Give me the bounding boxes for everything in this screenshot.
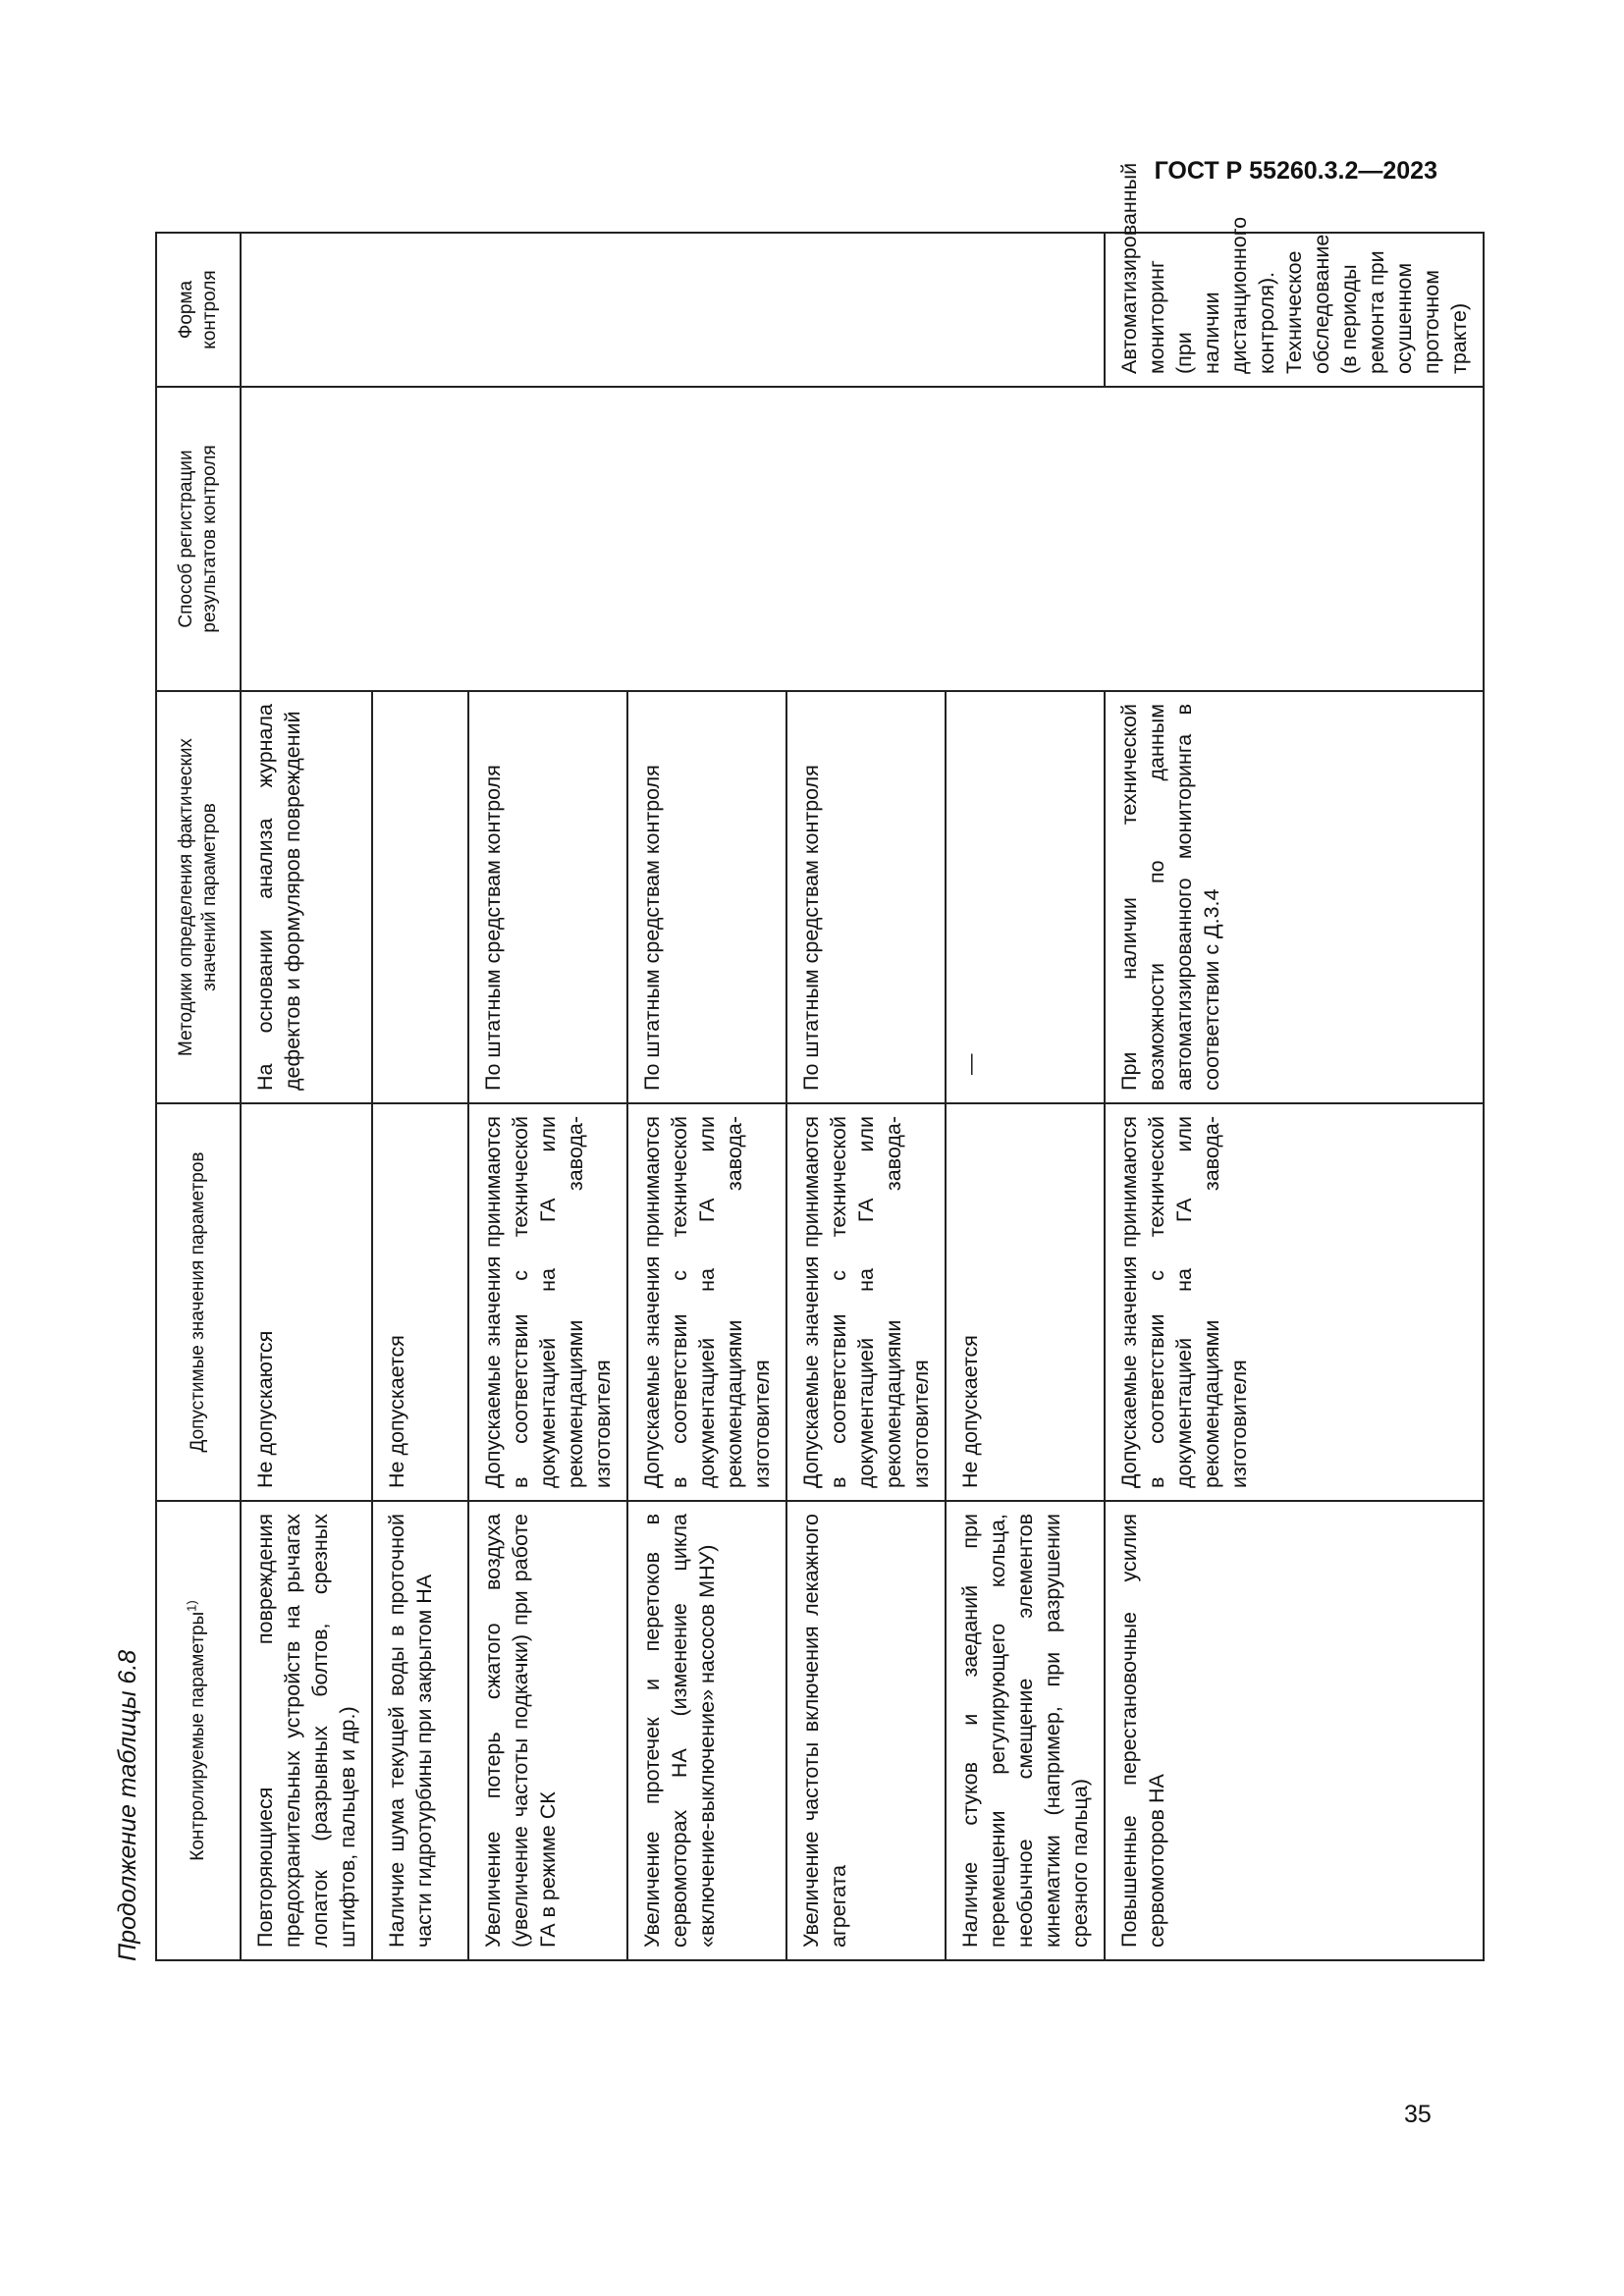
cell-param: Наличие стуков и заеданий при перемещении регулирующего кольца, необычное смещение элементов кинематики (например, при разрушении срезного пальца) bbox=[946, 1501, 1105, 1960]
cell-method: При наличии технической возможности по данным автоматизированного мониторинга в соответствии с Д.3.4 bbox=[1105, 691, 1484, 1103]
footnote-marker: 1) bbox=[184, 1600, 199, 1612]
cell-allowed: Не допускаются bbox=[241, 1103, 372, 1501]
cell-allowed: Не допускается bbox=[946, 1103, 1105, 1501]
document-id: ГОСТ Р 55260.3.2—2023 bbox=[1154, 157, 1437, 185]
cell-control-form bbox=[241, 233, 1105, 387]
table-caption: Продолжение таблицы 6.8 bbox=[114, 1649, 141, 1961]
cell-param: Увеличение частоты включения лекажного агрегата bbox=[786, 1501, 946, 1960]
cell-control-form: Автоматизированный мониторинг (при наличии дистанционного контроля). Техническое обследование (в периоды ремонта при осушенном проточном тракте) bbox=[1105, 233, 1484, 387]
col-header-params: Контролируемые параметры$^{1)}$ bbox=[156, 1501, 241, 1960]
page-number: 35 bbox=[1404, 2101, 1432, 2128]
cell-method: По штатным средствам контроля bbox=[786, 691, 946, 1103]
col-header-registration: Способ регистрации результатов контроля bbox=[156, 387, 241, 691]
col-header-method: Методики определения фактических значений параметров bbox=[156, 691, 241, 1103]
col-header-allowed: Допустимые значения параметров bbox=[156, 1103, 241, 1501]
cell-allowed: Допускаемые значения принимаются в соответствии с технической документацией на ГА или рекомендациями завода-изготовителя bbox=[786, 1103, 946, 1501]
cell-method bbox=[372, 691, 468, 1103]
cell-param: Наличие шума текущей воды в проточной части гидротурбины при закрытом НА bbox=[372, 1501, 468, 1960]
cell-registration bbox=[241, 387, 1484, 691]
cell-method: На основании анализа журнала дефектов и формуляров повреждений bbox=[241, 691, 372, 1103]
cell-param: Увеличение потерь сжатого воздуха (увеличение частоты подкачки) при работе ГА в режиме СК bbox=[468, 1501, 627, 1960]
cell-method: По штатным средствам контроля bbox=[627, 691, 786, 1103]
col-header-control-form: Форма контроля bbox=[156, 233, 241, 387]
table-row bbox=[241, 233, 372, 1960]
cell-method: — bbox=[946, 691, 1105, 1103]
cell-param: Повышенные перестановочные усилия сервомоторов НА bbox=[1105, 1501, 1484, 1960]
table-header-row bbox=[156, 233, 241, 1960]
cell-allowed: Не допускается bbox=[372, 1103, 468, 1501]
cell-allowed: Допускаемые значения принимаются в соответствии с технической документацией на ГА или рекомендациями завода-изготовителя bbox=[468, 1103, 627, 1501]
cell-allowed: Допускаемые значения принимаются в соответствии с технической документацией на ГА или рекомендациями завода-изготовителя bbox=[627, 1103, 786, 1501]
cell-param: Увеличение протечек и перетоков в сервомоторах НА (изменение цикла «включение-выключение» насосов МНУ) bbox=[627, 1501, 786, 1960]
cell-param: Повторяющиеся повреждения предохранительных устройств на рычагах лопаток (разрывных болтов, срезных штифтов, пальцев и др.) bbox=[241, 1501, 372, 1960]
cell-allowed: Допускаемые значения принимаются в соответствии с технической документацией на ГА или рекомендациями завода-изготовителя bbox=[1105, 1103, 1484, 1501]
cell-method: По штатным средствам контроля bbox=[468, 691, 627, 1103]
